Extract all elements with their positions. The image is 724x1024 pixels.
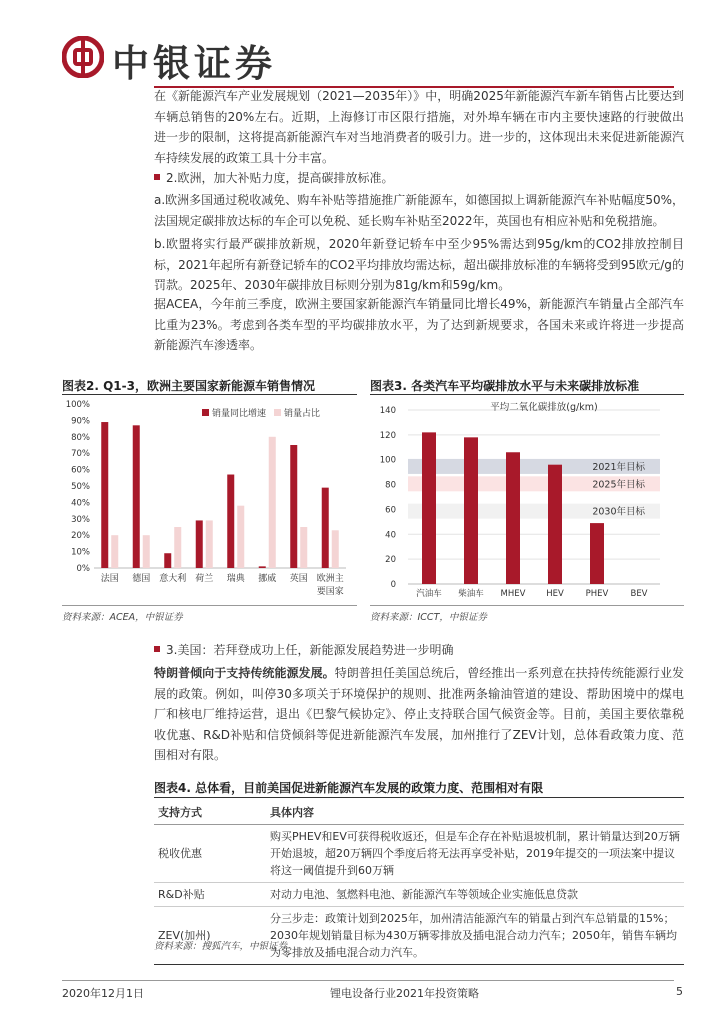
paragraph-us-policy [154,663,684,766]
paragraph-europe-subsidy: a.欧洲多国通过税收减免、购车补贴等措施推广新能源车，如德国拟上调新能源汽车补贴幅度50%，法国规定碳排放达标的车企可以免税、延长购车补贴至2022年，英国也有相应补贴和免税措施。 [154,193,684,228]
x-tick-label: 要国家 [316,587,344,597]
legend-label: 销量占比 [284,409,321,419]
bar-share [111,535,118,568]
bar-emission [422,432,436,584]
bar-share [206,520,213,568]
table-cell-method: R&D补贴 [154,883,266,907]
fig3-title: 图表3. 各类汽车平均碳排放水平与未来碳排放标准 [370,379,640,393]
section-us-label: 3.美国：若拜登成功上任，新能源发展趋势进一步明确 [166,643,454,657]
table-header-row [154,800,684,825]
y-tick-label: 40 [385,530,396,541]
paragraph-europe-emission: b.欧盟将实行最严碳排放新规，2020年新登记轿车中至少95%需达到95g/km的CO2排放控制目标，2021年起所有新登记轿车的CO2平均排放均需达标，超出碳排放标准的车辆将受到95欧元/g的罚款。2025年、2030年碳排放目标则分别为81g/km和59g/km。 [154,237,684,292]
y-tick-label: 140 [379,406,396,416]
y-tick-label: 80% [71,432,90,443]
table-row [154,907,684,965]
bar-share [237,506,244,568]
fig2-bottom-rule [62,605,357,606]
bar-share [332,530,339,568]
y-tick-label: 60 [385,505,396,516]
x-tick-label: HEV [546,589,564,599]
x-tick-label: BEV [630,589,648,599]
fig2-source: 资料来源：ACEA，中银证券 [62,612,183,623]
bar-share [300,527,307,568]
fig3-bottom-rule [370,605,684,606]
target-label: 2025年目标 [592,479,645,491]
table4-source: 资料来源：搜狐汽车，中银证券 [154,941,288,952]
bar-growth [227,475,234,568]
bar-share [269,437,276,568]
footer-page-number: 5 [676,985,683,998]
footer-report-title: 锂电设备行业2021年投资策略 [330,987,479,1000]
bullet-square-icon [154,646,160,652]
y-tick-label: 100 [379,455,396,466]
paragraph-us-body: 特朗普担任美国总统后，曾经推出一系列意在扶持传统能源行业发展的政策。例如，叫停30多项关于环境保护的规则、批准两条输油管道的建设、帮助困境中的煤电厂和核电厂维持运营，退出《巴黎气候协定》、停止支持联合国气候资金等。目前，美国主要依靠税收优惠、R&D补贴和信贷倾斜等促进新能源汽车发展，加州推行了ZEV计划，总体看政策力度、范围相对有限。 [154,666,684,762]
fig3-source: 资料来源：ICCT，中银证券 [370,612,487,623]
table-row [154,825,684,883]
y-tick-label: 90% [71,416,90,427]
footer-date: 2020年12月1日 [62,987,144,1000]
legend-swatch [202,409,209,416]
legend-label: 销量同比增速 [212,409,267,419]
table4-title-rule [154,797,684,798]
target-label: 2021年目标 [592,461,645,473]
y-tick-label: 100% [65,400,90,410]
bar-growth [133,425,140,568]
y-tick-label: 70% [71,449,90,460]
table-cell-method: ZEV(加州) [154,907,266,965]
bar-emission [464,437,478,584]
x-tick-label: 汽油车 [416,589,442,599]
x-tick-label: 意大利 [159,574,187,584]
y-tick-label: 50% [71,482,90,492]
x-tick-label: 德国 [132,574,151,584]
y-tick-label: 40% [71,498,90,509]
table4-title: 图表4. 总体看，目前美国促进新能源汽车发展的政策力度、范围相对有限 [154,781,544,795]
x-tick-label: 柴油车 [458,589,484,599]
x-tick-label: 英国 [289,574,308,584]
section-us-heading [154,641,453,658]
y-tick-label: 10% [71,547,90,558]
bar-emission [506,452,520,584]
bar-emission [590,523,604,584]
x-tick-label: 法国 [100,574,119,584]
column-header-content: 具体内容 [266,800,684,825]
fig3-title-rule [370,394,684,395]
bar-growth [196,520,203,568]
chart-title: 平均二氧化碳排放(g/km) [490,402,598,413]
x-tick-label: 瑞典 [226,574,245,584]
y-tick-label: 120 [379,430,396,441]
bar-emission [548,465,562,584]
table-cell-content: 对动力电池、氢燃料电池、新能源汽车等领域企业实施低息贷款 [266,883,684,907]
table-cell-content: 分三步走：政策计划到2025年，加州清洁能源汽车的销量占到汽车总销量的15%；2030年规划销量目标为430万辆零排放及插电混合动力汽车；2050年，销售车辆均为零排放及插电混合动力汽车。 [266,907,684,965]
paragraph-europe-acea: 据ACEA，今年前三季度，欧洲主要国家新能源汽车销量同比增长49%，新能源汽车销量占全部汽车比重为23%。考虑到各类车型的平均碳排放水平，为了达到新规要求，各国未来或许将进一步提高新能源汽车渗透率。 [154,297,684,352]
fig3-bar-chart [370,396,684,604]
bar-growth [322,488,329,568]
bar-growth [290,445,297,568]
table-cell-method: 税收优惠 [154,825,266,883]
y-tick-label: 60% [71,465,90,476]
bar-share [143,535,150,568]
y-tick-label: 30% [71,514,90,525]
boc-logo [62,36,104,78]
paragraph-china-policy: 在《新能源汽车产业发展规划（2021—2035年）》中，明确2025年新能源汽车新车销售占比要达到车辆总销售的20%左右。近期，上海修订市区限行措施，对外埠车辆在市内主要快速路的行驶做出进一步的限制，这将提高新能源汽车对当地消费者的吸引力。进一步的，这体现出未来促进新能源汽车持续发展的政策工具十分丰富。 [154,89,684,165]
y-tick-label: 80 [385,480,396,491]
table-row [154,883,684,907]
bullet-square-icon [154,174,160,180]
x-tick-label: 荷兰 [195,574,214,584]
x-tick-label: MHEV [500,589,526,599]
y-tick-label: 0% [76,564,90,574]
bar-growth [164,553,171,568]
target-label: 2030年目标 [592,506,645,518]
brand-name: 中银证券 [112,41,276,85]
paragraph-us-lead: 特朗普倾向于支持传统能源发展。 [154,666,335,680]
y-tick-label: 0 [390,580,396,590]
bar-growth [259,566,266,568]
fig2-title: 图表2. Q1-3，欧洲主要国家新能源车销售情况 [62,379,315,393]
bar-growth [101,422,108,568]
y-tick-label: 20% [71,531,90,542]
y-tick-label: 20 [385,555,396,566]
footer-rule [62,980,674,981]
x-tick-label: 欧洲主 [316,574,344,584]
legend-swatch [274,409,281,416]
column-header-method: 支持方式 [154,800,266,825]
x-tick-label: PHEV [585,589,609,599]
fig2-title-rule [62,394,357,395]
section-europe-heading [154,169,393,186]
x-tick-label: 挪威 [258,574,277,584]
section-europe-label: 2.欧洲，加大补贴力度，提高碳排放标准。 [166,171,394,185]
table-cell-content: 购买PHEV和EV可获得税收返还，但是车企存在补贴退坡机制，累计销量达到20万辆开始退坡，超20万辆四个季度后将无法再享受补贴，2019年提交的一项法案中提议将这一阈值提升到60万辆 [266,825,684,883]
bar-share [174,527,181,568]
fig2-bar-chart [62,396,357,604]
